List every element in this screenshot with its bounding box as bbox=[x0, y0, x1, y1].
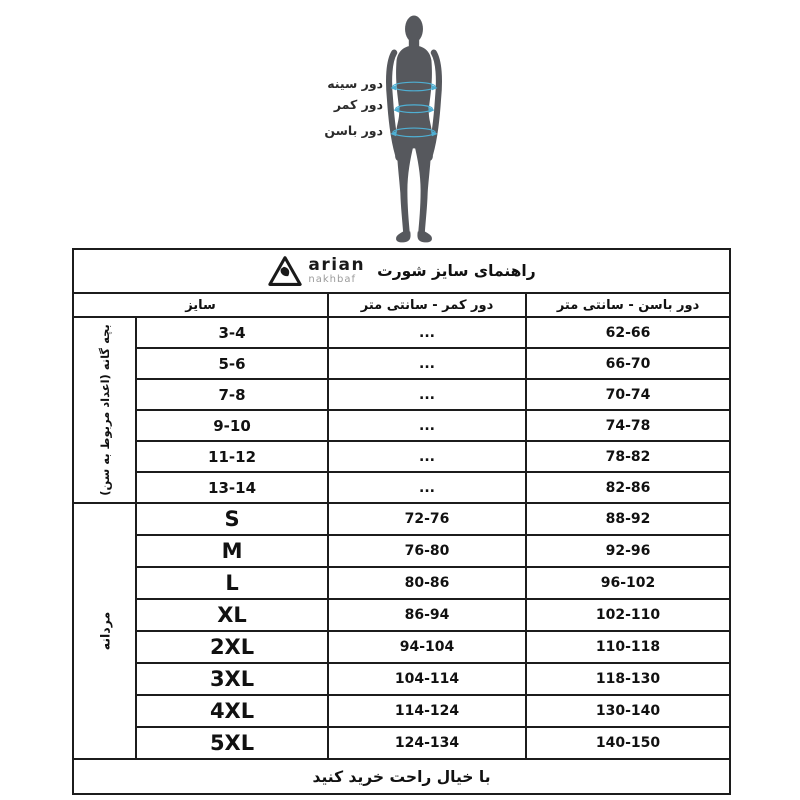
table-header-row bbox=[73, 293, 730, 317]
table-row bbox=[73, 410, 730, 441]
table-row bbox=[73, 695, 730, 727]
silhouette-right-foot bbox=[417, 232, 432, 243]
table-row bbox=[73, 317, 730, 348]
title-cell bbox=[73, 249, 730, 293]
size-cell: 5-6 bbox=[136, 348, 328, 379]
hip-cell: 110-118 bbox=[526, 631, 730, 663]
kids-section-label-cell bbox=[73, 317, 136, 503]
hip-cell: 66-70 bbox=[526, 348, 730, 379]
waist-measure-label: دور کمر bbox=[333, 97, 383, 112]
size-cell: 13-14 bbox=[136, 472, 328, 503]
waist-cell: 94-104 bbox=[328, 631, 526, 663]
silhouette-right-leg bbox=[414, 135, 431, 233]
table-row bbox=[73, 535, 730, 567]
brand-name: arian bbox=[308, 255, 366, 275]
size-cell: 7-8 bbox=[136, 379, 328, 410]
waist-cell: 86-94 bbox=[328, 599, 526, 631]
size-cell: 3XL bbox=[136, 663, 328, 695]
footer-note: با خیال راحت خرید کنید bbox=[73, 759, 730, 794]
hip-cell: 88-92 bbox=[526, 503, 730, 535]
hip-measure-label: دور باسن bbox=[324, 123, 383, 138]
size-cell: 4XL bbox=[136, 695, 328, 727]
size-cell: S bbox=[136, 503, 328, 535]
male-silhouette bbox=[389, 15, 439, 242]
mens-section-label: مردانه bbox=[97, 611, 113, 651]
table-row bbox=[73, 441, 730, 472]
size-cell: L bbox=[136, 567, 328, 599]
waist-cell: ... bbox=[328, 441, 526, 472]
waist-cell: 124-134 bbox=[328, 727, 526, 759]
chest-measure-label: دور سینه bbox=[327, 76, 383, 91]
arian-brand-logo bbox=[267, 255, 365, 288]
table-row bbox=[73, 503, 730, 535]
hip-cell: 92-96 bbox=[526, 535, 730, 567]
brand-subname: nakhbaf bbox=[308, 274, 356, 285]
waist-cell: ... bbox=[328, 317, 526, 348]
table-title: راهنمای سایز شورت bbox=[377, 262, 536, 280]
hip-cell: 74-78 bbox=[526, 410, 730, 441]
waist-cell: ... bbox=[328, 379, 526, 410]
size-cell: 11-12 bbox=[136, 441, 328, 472]
waist-cell: 76-80 bbox=[328, 535, 526, 567]
waist-cell: ... bbox=[328, 348, 526, 379]
hip-cell: 96-102 bbox=[526, 567, 730, 599]
table-row bbox=[73, 599, 730, 631]
silhouette-left-foot bbox=[396, 232, 411, 243]
waist-cell: 80-86 bbox=[328, 567, 526, 599]
header-size: سایز bbox=[73, 293, 328, 317]
size-cell: 3-4 bbox=[136, 317, 328, 348]
waist-cell: 114-124 bbox=[328, 695, 526, 727]
waist-cell: ... bbox=[328, 410, 526, 441]
table-row bbox=[73, 727, 730, 759]
waist-cell: 104-114 bbox=[328, 663, 526, 695]
size-cell: M bbox=[136, 535, 328, 567]
size-cell: XL bbox=[136, 599, 328, 631]
kids-section-label: بچه گانه (اعداد مربوط به سن) bbox=[97, 324, 112, 496]
waist-cell: 72-76 bbox=[328, 503, 526, 535]
table-row bbox=[73, 663, 730, 695]
hip-cell: 78-82 bbox=[526, 441, 730, 472]
table-row bbox=[73, 348, 730, 379]
mens-section-label-cell bbox=[73, 503, 136, 759]
hip-cell: 82-86 bbox=[526, 472, 730, 503]
male-silhouette-figure bbox=[381, 14, 447, 246]
arian-triangle-logo-icon bbox=[267, 255, 303, 288]
waist-cell: ... bbox=[328, 472, 526, 503]
header-waist: دور کمر - سانتی متر bbox=[328, 293, 526, 317]
header-hip: دور باسن - سانتی متر bbox=[526, 293, 730, 317]
table-row bbox=[73, 472, 730, 503]
table-row bbox=[73, 379, 730, 410]
size-cell: 2XL bbox=[136, 631, 328, 663]
table-title-row bbox=[73, 249, 730, 293]
table-row bbox=[73, 631, 730, 663]
silhouette-torso bbox=[396, 45, 432, 148]
hip-cell: 130-140 bbox=[526, 695, 730, 727]
hip-cell: 118-130 bbox=[526, 663, 730, 695]
hip-cell: 70-74 bbox=[526, 379, 730, 410]
table-row bbox=[73, 567, 730, 599]
hip-cell: 140-150 bbox=[526, 727, 730, 759]
hip-cell: 62-66 bbox=[526, 317, 730, 348]
size-table bbox=[72, 248, 731, 795]
size-cell: 9-10 bbox=[136, 410, 328, 441]
silhouette-left-leg bbox=[397, 135, 414, 233]
hip-cell: 102-110 bbox=[526, 599, 730, 631]
table-footer-row bbox=[73, 759, 730, 794]
size-cell: 5XL bbox=[136, 727, 328, 759]
